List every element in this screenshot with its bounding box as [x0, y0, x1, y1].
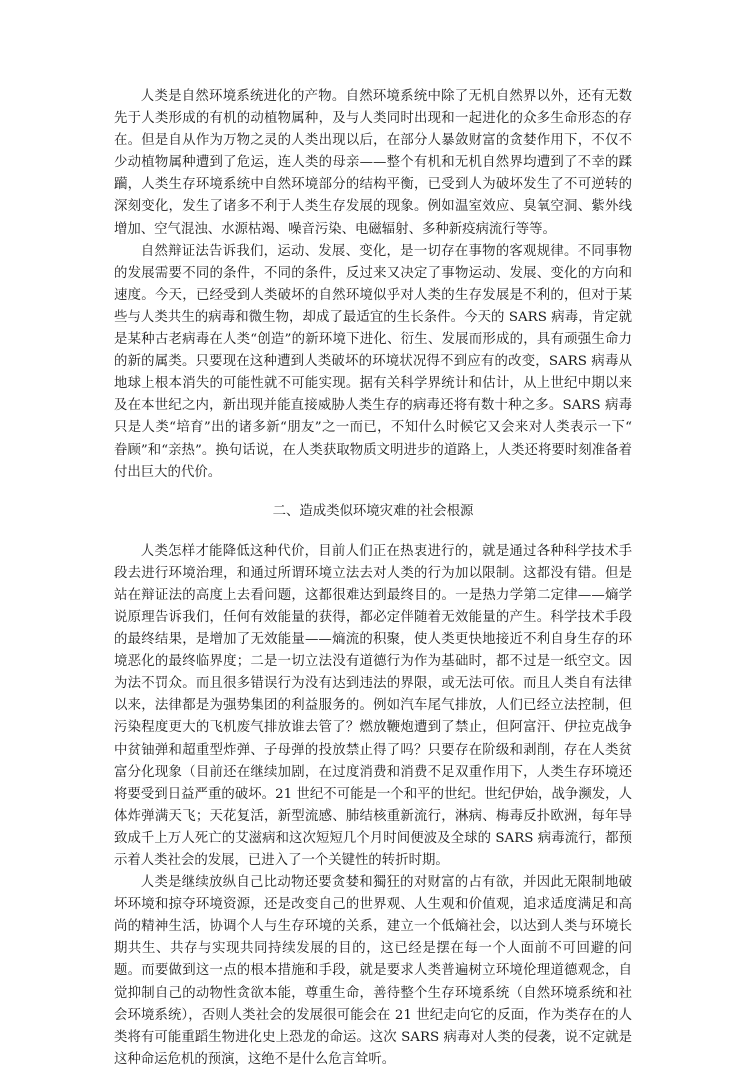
- section-heading: 二、造成类似环境灾难的社会根源: [272, 503, 474, 519]
- document-page: [114, 86, 632, 1071]
- body-paragraph: 人类是自然环境系统进化的产物。自然环境系统中除了无机自然界以外，还有无数先于人类形成的有机的动植物属种，及与人类同时出现和一起进化的众多生命形态的存在。但是自从作为万物之灵的人类出现以后，在部分人暴敛财富的贪婪作用下，不仅不少动植物属种遭到了危运，连人类的母亲——整个有机和无机自然界均遭到了不幸的蹂躏，人类生存环境系统中自然环境部分的结构平衡，已受到人为破坏发生了不可逆转的深刻变化，发生了诸多不利于人类生存发展的现象。例如温室效应、臭氧空洞、紫外线增加、空气混浊、水源枯竭、噪音污染、电磁辐射、多种新疫病流行等等。: [114, 89, 632, 237]
- body-paragraph: 人类是继续放纵自己比动物还要贪婪和獨狂的对财富的占有欲，并因此无限制地破坏环境和掠夺环境资源，还是改变自己的世界观、人生观和价值观，追求适度满足和高尚的精神生活，协调个人与生存环境的关系，建立一个低熵社会，以达到人类与环境长期共生、共存与实现共同持续发展的目的，这已经是摆在每一个人面前不可回避的问题。而要做到这一点的根本措施和手段，就是要求人类普遍树立环境伦理道德观念，自觉抑制自己的动物性贪欲本能，尊重生命，善待整个生存环境系统（自然环境系统和社会环境系统），否则人类社会的发展很可能会在 21 世纪走向它的反面，作为类存在的人类将有可能重蹈生物进化史上恐龙的命运。这次 SARS 病毒对人类的侵袭，说不定就是这种命运危机的预演，这绝不是什么危言耸听。: [114, 875, 632, 1067]
- body-paragraph: 自然辩证法告诉我们，运动、发展、变化，是一切存在事物的客观规律。不同事物的发展需要不同的条件，不同的条件，反过来又决定了事物运动、发展、变化的方向和速度。今天，已经受到人类破坏的自然环境似乎对人类的生存发展是不利的，但对于某些与人类共生的病毒和微生物，却成了最适宜的生长条件。今天的 SARS 病毒，肯定就是某种古老病毒在人类“创造”的新环境下进化、衍生、发展而形成的，具有顽强生命力的新的属类。只要现在这种遭到人类破坏的环境状况得不到应有的改变，SARS 病毒从地球上根本消失的可能性就不可能实现。据有关科学界统计和估计，从上世纪中期以来及在本世纪之内，新出现并能直接威胁人类生存的病毒还将有数十种之多。SARS 病毒只是人类“培育”出的诸多新“朋友”之一而已，不知什么时候它又会来对人类表示一下“ 眷顾”和“亲热”。换句话说，在人类获取物质文明进步的道路上，人类还将要时刻准备着付出巨大的代价。: [114, 243, 632, 480]
- body-paragraph: 人类怎样才能降低这种代价，目前人们正在热衷进行的，就是通过各种科学技术手段去进行环境治理，和通过所谓环境立法去对人类的行为加以限制。这都没有错。但是站在辩证法的高度上去看问题，这都很难达到最终目的。一是热力学第二定律——熵学说原理告诉我们，任何有效能量的获得，都必定伴随着无效能量的产生。科学技术手段的最终结果，是增加了无效能量——熵流的积聚，使人类更快地接近不利自身生存的环境恶化的最终临界度；二是一切立法没有道德行为作为基础时，都不过是一纸空文。因为法不罚众。而且很多错误行为没有达到违法的界限，或无法可依。而且人类自有法律以来，法律都是为强势集团的利益服务的。例如汽车尾气排放，人们已经立法控制，但污染程度更大的飞机废气排放谁去管了？燃放鞭炮遭到了禁止，但阿富汗、伊拉克战争中贫铀弹和超重型炸弹、子母弹的投放禁止得了吗？只要存在阶级和剥削，存在人类贫富分化现象（目前还在继续加剧，在过度消费和消费不足双重作用下，人类生存环境还将要受到日益严重的破坏。21 世纪不可能是一个和平的世纪。世纪伊始，战争濒发，人体炸弹满天飞；天花复活，新型流感、肺结核重新流行，淋病、梅毒反扑欧洲，每年导致成千上万人死亡的艾滋病和这次短短几个月时间便波及全球的 SARS 病毒流行，都预示着人类社会的发展，已进入了一个关键性的转折时期。: [114, 543, 632, 868]
